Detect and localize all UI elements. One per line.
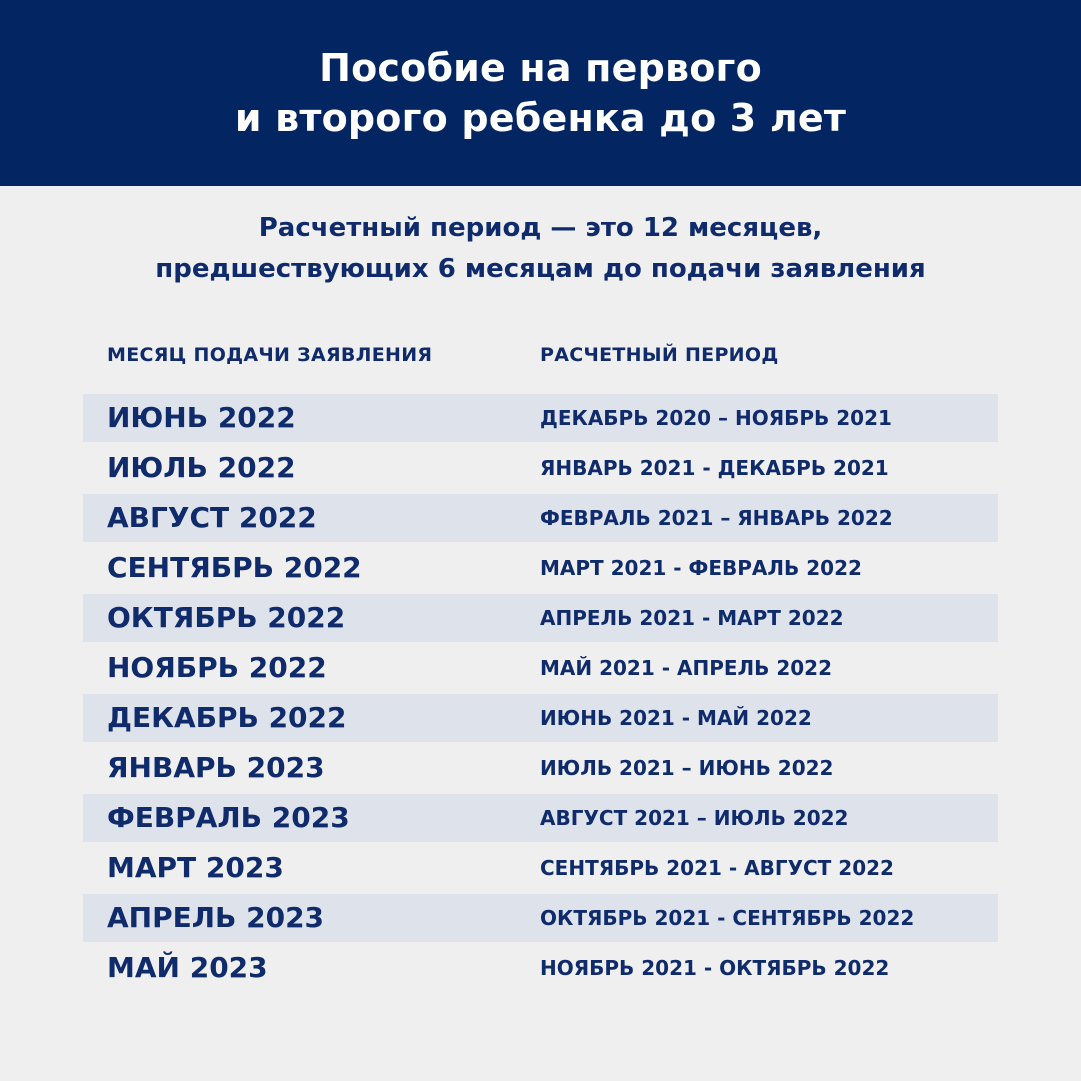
period-cell: МАРТ 2021 - ФЕВРАЛЬ 2022 <box>540 556 862 580</box>
page-title-line-1: Пособие на первого <box>319 46 762 90</box>
table-row <box>83 694 998 742</box>
table-row <box>83 544 998 592</box>
table-row <box>83 494 998 542</box>
column-header-period: РАСЧЕТНЫЙ ПЕРИОД <box>540 344 779 366</box>
month-cell: ЯНВАРЬ 2023 <box>107 751 325 784</box>
month-cell: СЕНТЯБРЬ 2022 <box>107 551 362 584</box>
table-row <box>83 944 998 992</box>
subtitle-line-2: предшествующих 6 месяцам до подачи заявления <box>155 254 926 284</box>
period-cell: ЯНВАРЬ 2021 - ДЕКАБРЬ 2021 <box>540 456 889 480</box>
table-row <box>83 644 998 692</box>
period-cell: ИЮНЬ 2021 - МАЙ 2022 <box>540 706 812 730</box>
subtitle <box>0 208 1081 290</box>
period-cell: НОЯБРЬ 2021 - ОКТЯБРЬ 2022 <box>540 956 890 980</box>
table-row <box>83 894 998 942</box>
month-cell: ОКТЯБРЬ 2022 <box>107 601 346 634</box>
period-cell: ОКТЯБРЬ 2021 - СЕНТЯБРЬ 2022 <box>540 906 915 930</box>
table-row <box>83 594 998 642</box>
page-title-line-2: и второго ребенка до 3 лет <box>234 96 847 140</box>
table-row <box>83 794 998 842</box>
month-cell: МАРТ 2023 <box>107 851 284 884</box>
period-table <box>83 335 998 994</box>
period-cell: АПРЕЛЬ 2021 - МАРТ 2022 <box>540 606 844 630</box>
month-cell: ДЕКАБРЬ 2022 <box>107 701 347 734</box>
month-cell: ФЕВРАЛЬ 2023 <box>107 801 350 834</box>
table-row <box>83 394 998 442</box>
table-row <box>83 744 998 792</box>
table-row <box>83 444 998 492</box>
header-banner <box>0 0 1081 186</box>
period-cell: МАЙ 2021 - АПРЕЛЬ 2022 <box>540 656 832 680</box>
month-cell: АВГУСТ 2022 <box>107 501 317 534</box>
month-cell: НОЯБРЬ 2022 <box>107 651 327 684</box>
month-cell: ИЮЛЬ 2022 <box>107 451 296 484</box>
month-cell: АПРЕЛЬ 2023 <box>107 901 325 934</box>
period-cell: ИЮЛЬ 2021 – ИЮНЬ 2022 <box>540 756 834 780</box>
subtitle-line-1: Расчетный период — это 12 месяцев, <box>258 213 823 243</box>
column-header-month: МЕСЯЦ ПОДАЧИ ЗАЯВЛЕНИЯ <box>107 344 433 366</box>
period-cell: АВГУСТ 2021 – ИЮЛЬ 2022 <box>540 806 849 830</box>
table-header <box>83 335 998 375</box>
period-cell: ФЕВРАЛЬ 2021 – ЯНВАРЬ 2022 <box>540 506 893 530</box>
table-row <box>83 844 998 892</box>
month-cell: ИЮНЬ 2022 <box>107 401 296 434</box>
month-cell: МАЙ 2023 <box>107 951 268 984</box>
period-cell: СЕНТЯБРЬ 2021 - АВГУСТ 2022 <box>540 856 894 880</box>
period-cell: ДЕКАБРЬ 2020 – НОЯБРЬ 2021 <box>540 406 892 430</box>
